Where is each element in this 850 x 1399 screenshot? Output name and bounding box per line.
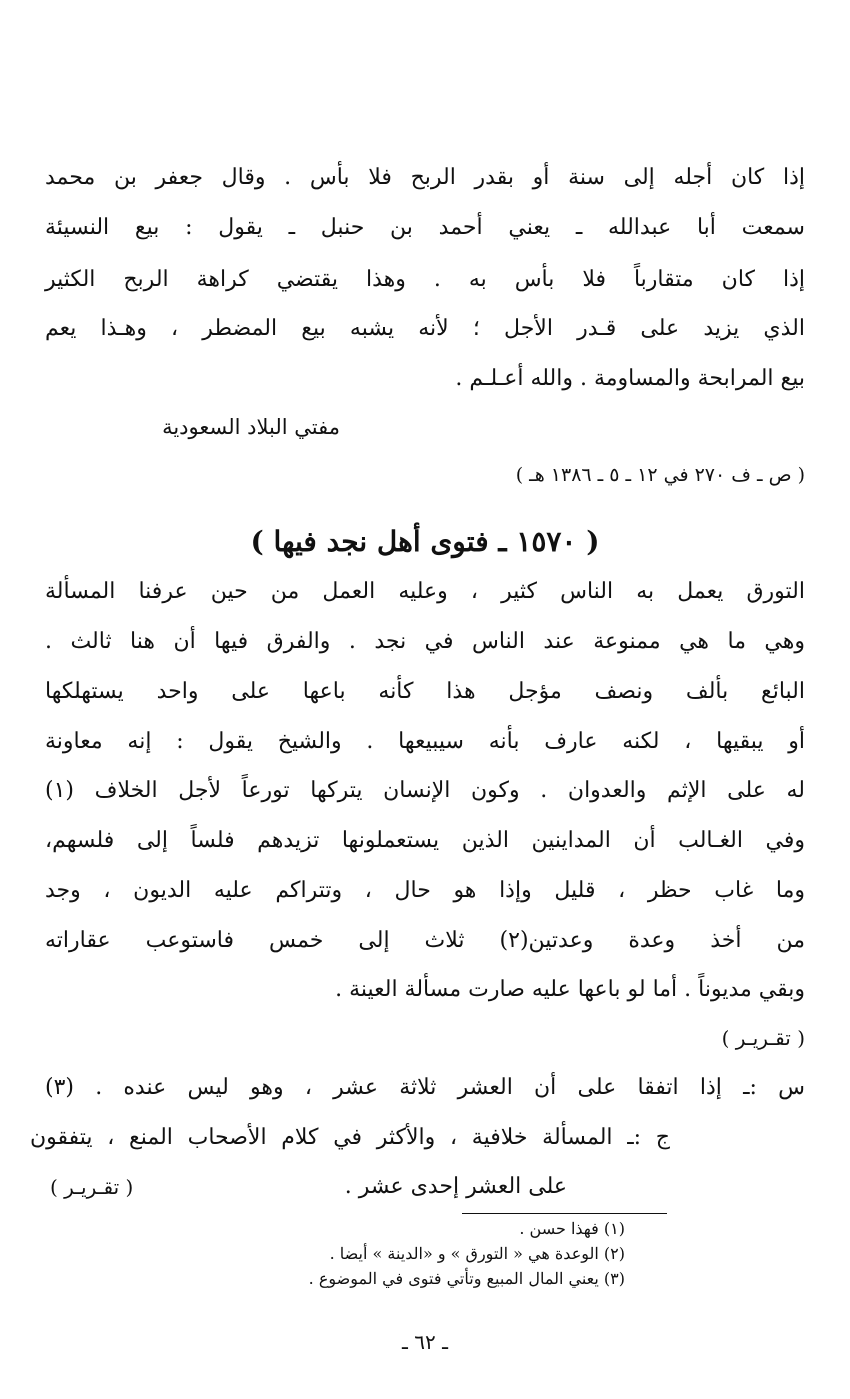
question-line: س :ـ إذا اتفقا على أن العشر ثلاثة عشر ، وهو ليس عنده . (٣) xyxy=(45,1075,805,1100)
footnote: (٣) يعني المال المبيع وتأتي فتوى في الموضوع . xyxy=(308,1269,625,1288)
body-line: من أخذ وعدة وعدتين(٢) ثلاث إلى خمس فاستوعب عقاراته xyxy=(45,928,805,953)
body-line: التورق يعمل به الناس كثير ، وعليه العمل من حين عرفنا المسألة xyxy=(45,579,805,604)
answer-line: ج :ـ المسألة خلافية ، والأكثر في كلام الأصحاب المنع ، يتفقون xyxy=(30,1125,670,1150)
body-line: سمعت أبا عبدالله ـ يعني أحمد بن حنبل ـ يقول : بيع النسيئة xyxy=(45,215,805,240)
body-line: بيع المرابحة والمساومة . والله أعـلـم . xyxy=(455,366,805,391)
body-line: إذا كان أجله إلى سنة أو بقدر الربح فلا بأس . وقال جعفر بن محمد xyxy=(45,165,805,190)
body-line: إذا كان متقارباً فلا بأس به . وهذا يقتضي كراهة الربح الكثير xyxy=(45,267,805,292)
body-line: وبقي مديوناً . أما لو باعها عليه صارت مسألة العينة . xyxy=(335,977,805,1002)
footnote: (١) فهذا حسن . xyxy=(519,1219,625,1238)
answer-line-end: على العشر إحدى عشر . xyxy=(344,1174,567,1199)
taqrir-label: ( تقـريـر ) xyxy=(721,1026,805,1050)
body-line: الذي يزيد على قـدر الأجل ؛ لأنه يشبه بيع المضطر ، وهـذا يعم xyxy=(45,316,805,341)
body-line: وهي ما هي ممنوعة عند الناس في نجد . والفرق فيها أن هنا ثالث . xyxy=(45,629,805,654)
body-line: له على الإثم والعدوان . وكون الإنسان يتركها تورعاً لأجل الخلاف (١) xyxy=(45,778,805,803)
section-heading: ( ١٥٧٠ ـ فتوى أهل نجد فيها ) xyxy=(250,525,600,558)
fatwa-reference: ( ص ـ ف ٢٧٠ في ١٢ ـ ٥ ـ ١٣٨٦ هـ ) xyxy=(515,464,805,486)
taqrir-label: ( تقـريـر ) xyxy=(50,1175,134,1199)
footnote: (٢) الوعدة هي « التورق » و «الدينة » أيضا . xyxy=(329,1244,625,1263)
page-number: ـ ٦٢ ـ xyxy=(402,1330,448,1354)
body-line: البائع بألف ونصف مؤجل هذا كأنه باعها على واحد يستهلكها xyxy=(45,679,805,704)
body-line: وما غاب حظر ، قليل وإذا هو حال ، وتتراكم عليه الديون ، وجد xyxy=(45,878,805,903)
footnote-divider xyxy=(462,1213,667,1214)
body-line: أو يبقيها ، لكنه عارف بأنه سيبيعها . والشيخ يقول : إنه معاونة xyxy=(45,729,805,754)
body-line: وفي الغـالب أن المداينين الذين يستعملونها تزيدهم فلساً إلى فلسهم، xyxy=(45,828,805,853)
signature: مفتي البلاد السعودية xyxy=(162,415,340,439)
